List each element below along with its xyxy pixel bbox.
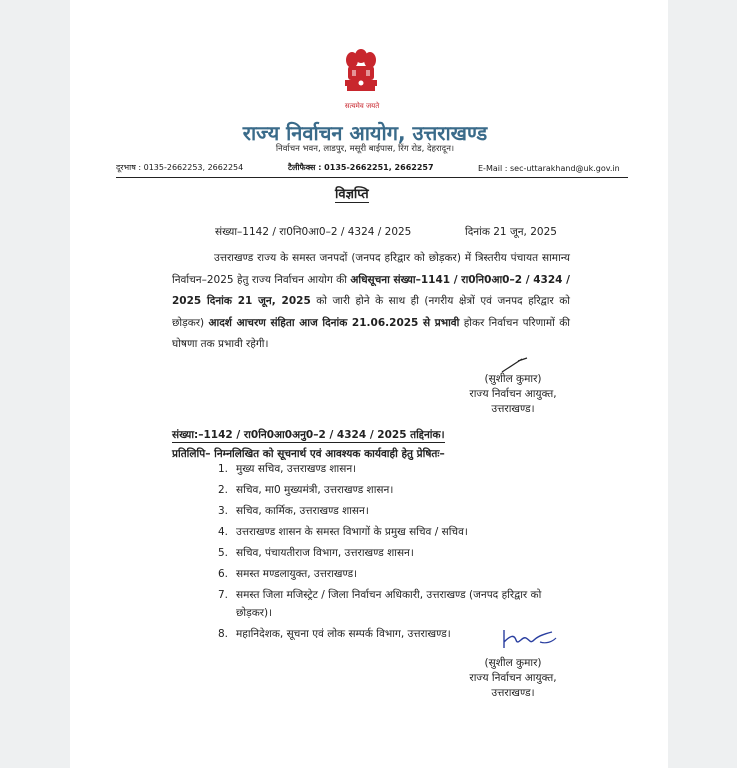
recipient-text: सचिव, कार्मिक, उत्तराखण्ड शासन। [236, 505, 369, 517]
recipient-item [218, 502, 578, 520]
recipient-item [218, 565, 578, 583]
notice-body [172, 248, 570, 356]
recipient-item [218, 523, 578, 541]
recipient-item [218, 586, 578, 622]
copy-reference: संख्या:–1142 / रा0नि0आ0अनु0–2 / 4324 / 2025 तद्दिनांक। [172, 429, 445, 441]
notice-number: संख्या–1142 / रा0नि0आ0–2 / 4324 / 2025 [215, 226, 412, 238]
recipient-text: समस्त जिला मजिस्ट्रेट / जिला निर्वाचन अधिकारी, उत्तराखण्ड (जनपद हरिद्वार को छोड़कर)। [236, 589, 542, 619]
handwritten-signature-icon [500, 622, 560, 652]
recipient-number: 3. [218, 505, 229, 517]
recipient-number: 8. [218, 628, 229, 640]
recipient-item [218, 544, 578, 562]
recipient-number: 4. [218, 526, 229, 538]
recipient-number: 5. [218, 547, 229, 559]
recipient-number: 1. [218, 463, 229, 475]
fax-numbers: टैलीफैक्स : 0135-2662251, 2662257 [288, 163, 434, 172]
email-address: E-Mail : sec-uttarakhand@uk.gov.in [478, 164, 620, 173]
recipient-text: सचिव, मा0 मुख्यमंत्री, उत्तराखण्ड शासन। [236, 484, 394, 496]
notification-reference: अधिसूचना संख्या–1141 / रा0नि0आ0–2 / 4324 / 2025 दिनांक 21 जून, 2025 [172, 273, 571, 307]
commission-title: राज्य निर्वाचन आयोग, उत्तराखण्ड [242, 121, 488, 145]
code-of-conduct-statement: आदर्श आचरण संहिता आज दिनांक 21.06.2025 से प्रभावी [208, 316, 460, 329]
signatory-name: (सुशील कुमार) [484, 373, 542, 385]
recipient-item [218, 460, 578, 478]
recipient-list [218, 460, 578, 646]
commission-address: निर्वाचन भवन, लाडपुर, मसूरी बाईपास, रिंग रोड, देहरादून। [275, 144, 455, 154]
copy-signature-block [448, 656, 578, 701]
copy-intro-text: निम्नलिखित को सूचनार्थ एवं आवश्यक कार्यवाही हेतु प्रेषितः– [210, 448, 445, 460]
notice-body-part-1: उत्तराखण्ड राज्य के समस्त जनपदों (जनपद हरिद्वार को छोड़कर) में त्रिस्तरीय पंचायत सामान्य निर्वाचन–2025 हेतु राज्य निर्वाचन आयोग की [172, 252, 570, 286]
recipient-text: समस्त मण्डलायुक्त, उत्तराखण्ड। [236, 568, 358, 580]
copy-signatory-designation: राज्य निर्वाचन आयुक्त, [469, 672, 557, 684]
recipient-text: महानिदेशक, सूचना एवं लोक सम्पर्क विभाग, उत्तराखण्ड। [236, 628, 451, 640]
recipient-text: उत्तराखण्ड शासन के समस्त विभागों के प्रमुख सचिव / सचिव। [236, 526, 468, 538]
notice-body-part-3: होकर निर्वाचन परिणामों की घोषणा तक प्रभावी रहेगी। [172, 316, 570, 350]
notice-body-part-2: को जारी होने के साथ ही (नगरीय क्षेत्रों एवं जनपद हरिद्वार को छोड़कर) [172, 295, 570, 329]
recipient-text: मुख्य सचिव, उत्तराखण्ड शासन। [236, 463, 357, 475]
copy-intro [172, 447, 445, 461]
notice-date: दिनांक 21 जून, 2025 [465, 226, 557, 238]
emblem-motto: सत्यमेव जयते [344, 102, 380, 110]
recipient-number: 2. [218, 484, 229, 496]
header-divider [116, 177, 628, 178]
signatory-designation: राज्य निर्वाचन आयुक्त, [469, 388, 557, 400]
copy-signatory-state: उत्तराखण्ड। [491, 687, 535, 699]
recipient-number: 6. [218, 568, 229, 580]
signatory-state: उत्तराखण्ड। [491, 403, 535, 415]
recipient-text: सचिव, पंचायतीराज विभाग, उत्तराखण्ड शासन। [236, 547, 414, 559]
signature-block [448, 372, 578, 417]
copy-label: प्रतिलिपि– [172, 448, 211, 460]
copy-signatory-name: (सुशील कुमार) [484, 657, 542, 669]
state-emblem-icon [338, 48, 384, 108]
phone-numbers: दूरभाष : 0135-2662253, 2662254 [116, 163, 244, 172]
document-page [70, 0, 668, 768]
notice-heading: विज्ञप्ति [335, 184, 369, 203]
recipient-number: 7. [218, 589, 229, 601]
recipient-item [218, 481, 578, 499]
